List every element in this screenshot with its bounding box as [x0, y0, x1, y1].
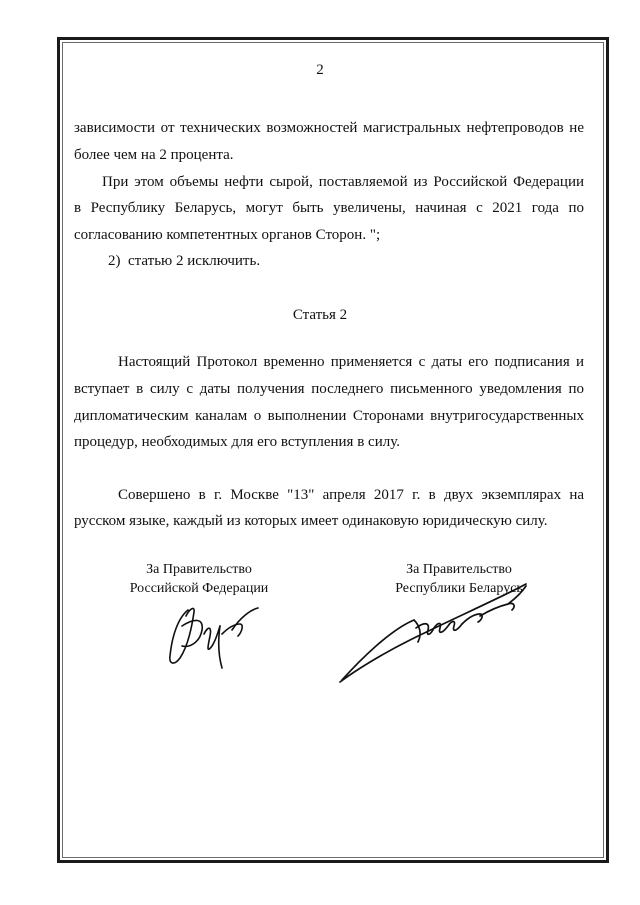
article2-heading: Статья 2 — [292, 307, 348, 323]
signatory-russia-line-2: Российской Федерации — [129, 581, 269, 596]
article1-tail-line-4: в Республику Беларусь, могут быть увеличены, начиная с 2021 года по — [74, 200, 584, 216]
signature-russia — [160, 596, 270, 676]
article2-line-3: дипломатическим каналам о выполнении Сторонами внутригосударственных — [74, 408, 584, 424]
article1-tail-line-2: более чем на 2 процента. — [74, 147, 234, 163]
article2-line-4: процедур, необходимых для его вступления в силу. — [74, 434, 400, 450]
signature-belarus — [330, 570, 540, 690]
article1-tail-line-1: зависимости от технических возможностей магистральных нефтепроводов не — [74, 120, 584, 136]
signatory-russia — [104, 560, 294, 598]
closing-line-2: русском языке, каждый из которых имеет одинаковую юридическую силу. — [74, 513, 548, 529]
page-number: 2 — [316, 62, 324, 78]
article2-line-2: вступает в силу с даты получения последнего письменного уведомления по — [74, 381, 584, 397]
signatory-russia-line-1: За Правительство — [146, 562, 252, 577]
closing-line-1: Совершено в г. Москве "13" апреля 2017 г. в двух экземплярах на — [118, 487, 584, 503]
signatory-belarus-line-1: За Правительство — [406, 562, 512, 577]
signatory-belarus-line-2: Республики Беларусь — [395, 581, 523, 596]
article1-tail-line-3: При этом объемы нефти сырой, поставляемой из Российской Федерации — [102, 174, 584, 190]
article1-tail-line-5: согласованию компетентных органов Сторон. "; — [74, 227, 381, 243]
article2-line-1: Настоящий Протокол временно применяется с даты его подписания и — [118, 354, 584, 370]
article1-item-2: 2) статью 2 исключить. — [108, 253, 261, 269]
